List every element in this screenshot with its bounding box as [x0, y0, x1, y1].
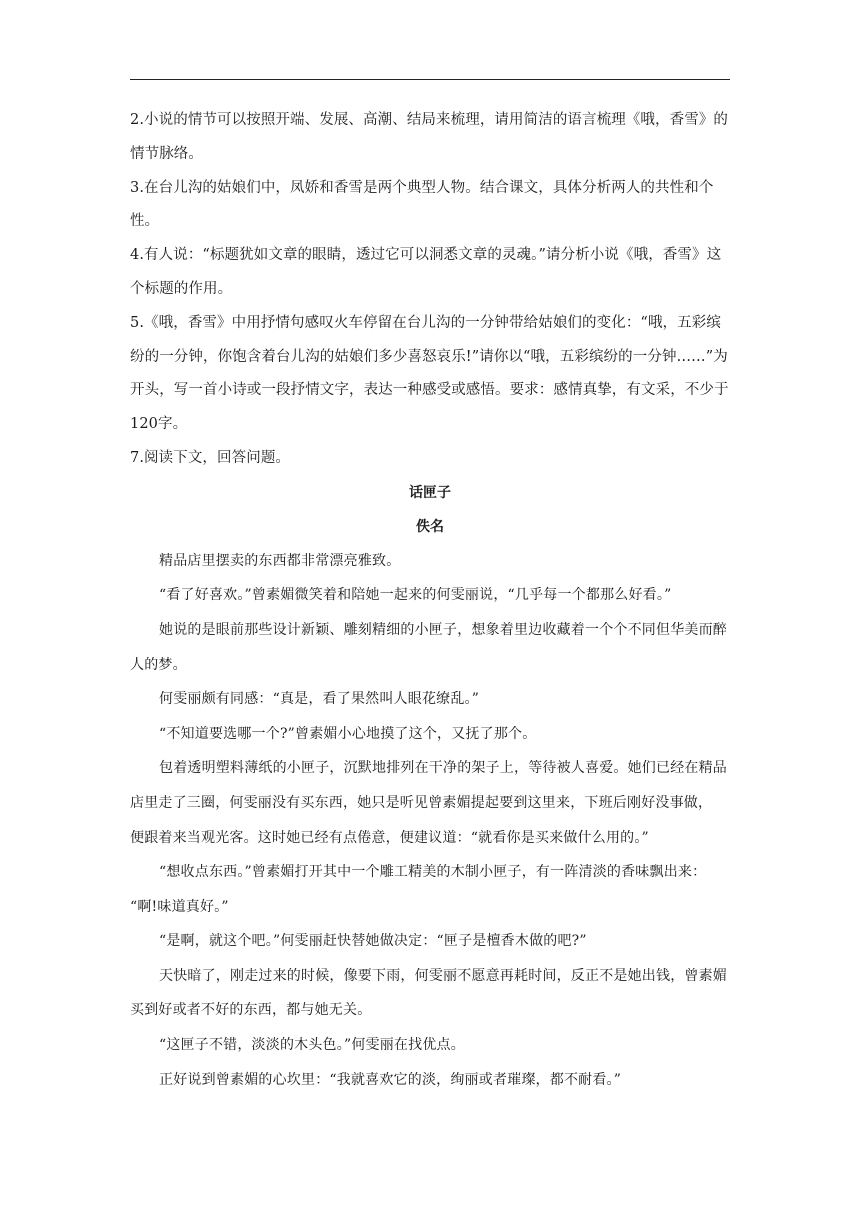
question-3: 3.在台儿沟的姑娘们中，凤娇和香雪是两个典型人物。结合课文，具体分析两人的共性和个性。 [130, 179, 714, 230]
article-title: 话匣子 [409, 484, 451, 501]
article-paragraph: 正好说到曾素媚的心坎里：“我就喜欢它的淡，绚丽或者璀璨，都不耐看。” [159, 1071, 622, 1088]
question-5: 5.《哦，香雪》中用抒情句感叹火车停留在台儿沟的一分钟带给姑娘们的变化：“哦，五彩缤纷的一分钟，你饱含着台儿沟的姑娘们多少喜怒哀乐!”请你以“哦，五彩缤纷的一分钟……”为开头，写一首小诗或一段抒情文字，表达一种感受或感悟。要求：感情真挚，有文采，不少于120字。 [130, 314, 729, 433]
article-author: 佚名 [416, 518, 444, 535]
article-paragraph: “是啊，就这个吧。”何雯丽赶快替她做决定：“匣子是檀香木做的吧?” [159, 933, 587, 950]
article-paragraph: 精品店里摆卖的东西都非常漂亮雅致。 [159, 552, 401, 569]
article-paragraph: 包着透明塑料薄纸的小匣子，沉默地排列在干净的架子上，等待被人喜爱。她们已经在精品店里走了三圈，何雯丽没有买东西，她只是听见曾素媚提起要到这里来，下班后刚好没事做， 便跟着来当观光客。这时她已经有点倦意，便建议道：“就看你是买来做什么用的。” [130, 760, 727, 846]
article-paragraph: “想收点东西。”曾素媚打开其中一个雕工精美的木制小匣子，有一阵清淡的香味飘出来： “啊!味道真好。” [130, 864, 707, 915]
header-rule [130, 79, 730, 80]
article-paragraph: “不知道要选哪一个?”曾素媚小心地摸了这个，又抚了那个。 [159, 725, 537, 742]
document-body [130, 104, 730, 1097]
article-paragraph: 何雯丽颇有同感：“真是，看了果然叫人眼花缭乱。” [159, 691, 480, 708]
question-4: 4.有人说：“标题犹如文章的眼睛，透过它可以洞悉文章的灵魂。”请分析小说《哦，香雪》这个标题的作用。 [130, 247, 722, 297]
article-paragraph: “这匣子不错，淡淡的木头色。”何雯丽在找优点。 [159, 1037, 465, 1054]
question-2: 2.小说的情节可以按照开端、发展、高潮、结局来梳理，请用简洁的语言梳理《哦，香雪》的情节脉络。 [130, 112, 729, 162]
article-paragraph: 她说的是眼前那些设计新颖、雕刻精细的小匣子，想象着里边收藏着一个个不同但华美而醉人的梦。 [130, 621, 727, 673]
question-7: 7.阅读下文，回答问题。 [130, 449, 291, 466]
article-paragraph: “看了好喜欢。”曾素媚微笑着和陪她一起来的何雯丽说，“几乎每一个都那么好看。” [159, 587, 672, 604]
article-paragraph: 天快暗了，刚走过来的时候，像要下雨，何雯丽不愿意再耗时间，反正不是她出钱，曾素媚买到好或者不好的东西，都与她无关。 [130, 967, 727, 1019]
